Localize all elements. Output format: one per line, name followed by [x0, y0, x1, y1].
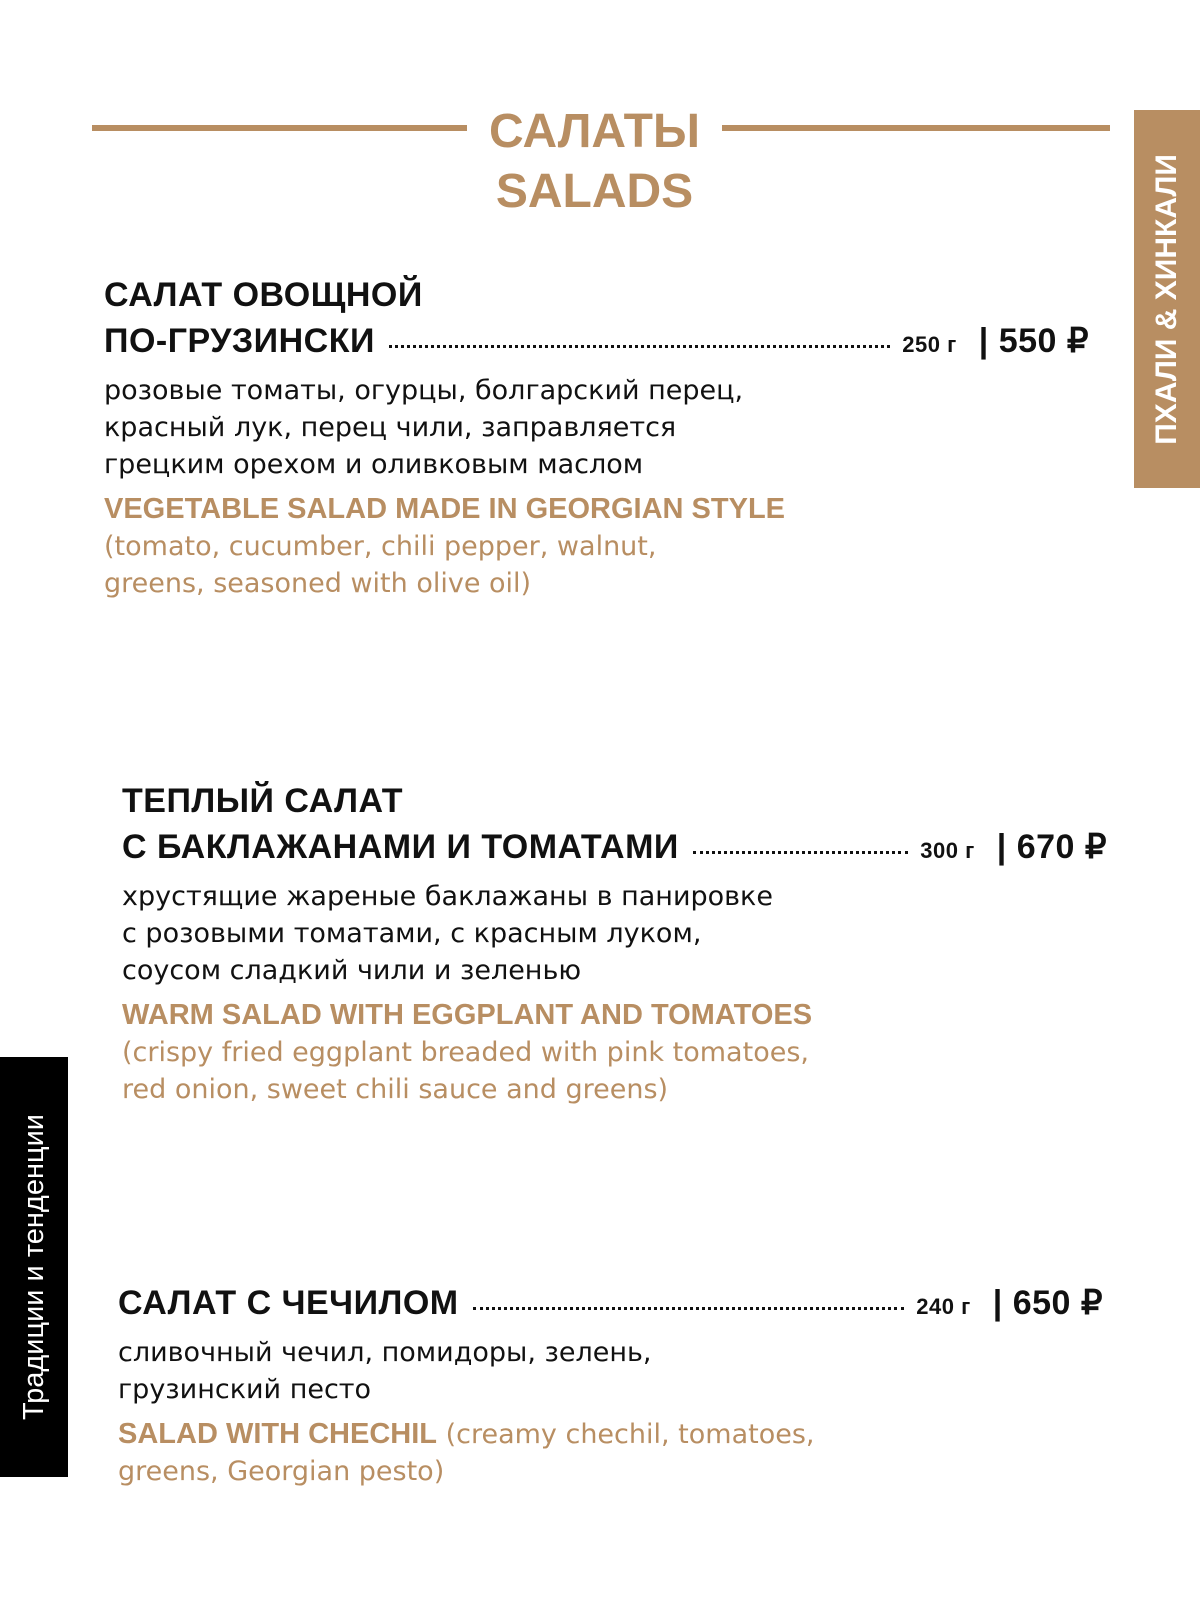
- section-title-en: SALADS: [495, 165, 694, 218]
- item-description-en: [118, 1416, 1103, 1490]
- item-title-row: [104, 318, 1089, 368]
- item-title-line1: ТЕПЛЫЙ САЛАТ: [122, 782, 404, 820]
- menu-item: [118, 1280, 1103, 1490]
- item-description-en: [122, 1034, 1107, 1108]
- item-weight: 250 г: [902, 332, 957, 357]
- description-en-line: (tomato, cucumber, chili pepper, walnut,: [104, 531, 657, 562]
- description-en-line: greens, Georgian pesto): [118, 1456, 445, 1487]
- brand-label: Традиции и тенденции: [17, 1114, 50, 1420]
- item-title-line2: С БАКЛАЖАНАМИ И ТОМАТАМИ: [122, 828, 679, 866]
- description-line: сливочный чечил, помидоры, зелень,: [118, 1337, 652, 1368]
- description-line: соусом сладкий чили и зеленью: [122, 955, 582, 986]
- category-tab[interactable]: [1134, 110, 1200, 488]
- header-rule-right: [722, 125, 1110, 131]
- item-description: [122, 878, 1107, 989]
- dot-leader: [473, 1307, 905, 1310]
- item-title-line1: САЛАТ С ЧЕЧИЛОМ: [118, 1284, 459, 1322]
- description-line: розовые томаты, огурцы, болгарский перец,: [104, 375, 744, 406]
- item-title-en: SALAD WITH CHECHIL: [118, 1418, 437, 1450]
- item-description: [104, 372, 1089, 483]
- item-price: | 550 ₽: [978, 322, 1089, 360]
- item-weight: 300 г: [920, 838, 975, 863]
- item-title-row: [118, 1280, 1103, 1330]
- description-en-line: greens, seasoned with olive oil): [104, 568, 532, 599]
- description-en-line: red onion, sweet chili sauce and greens): [122, 1074, 669, 1105]
- item-price: | 650 ₽: [992, 1284, 1103, 1322]
- item-weight: 240 г: [916, 1294, 971, 1319]
- menu-item: [122, 778, 1107, 1108]
- menu-item: [104, 272, 1089, 602]
- header-rule-left: [92, 125, 467, 131]
- description-line: хрустящие жареные баклажаны в панировке: [122, 881, 773, 912]
- item-title-en: VEGETABLE SALAD MADE IN GEORGIAN STYLE: [104, 493, 786, 525]
- item-description: [118, 1334, 1103, 1408]
- item-price: | 670 ₽: [996, 828, 1107, 866]
- item-title-line2: ПО-ГРУЗИНСКИ: [104, 322, 375, 360]
- item-title-row: [122, 824, 1107, 874]
- description-line: грузинский песто: [118, 1374, 372, 1405]
- section-title-ru: САЛАТЫ: [489, 105, 700, 158]
- description-en-line: (crispy fried eggplant breaded with pink tomatoes,: [122, 1037, 809, 1068]
- description-en-line: (creamy chechil, tomatoes,: [436, 1419, 815, 1450]
- dot-leader: [389, 345, 890, 348]
- description-line: с розовыми томатами, с красным луком,: [122, 918, 702, 949]
- dot-leader: [693, 851, 908, 854]
- description-line: грецким орехом и оливковым маслом: [104, 449, 644, 480]
- item-description-en: [104, 528, 1089, 602]
- brand-strip: [0, 1057, 68, 1477]
- item-title-line1: САЛАТ ОВОЩНОЙ: [104, 276, 423, 314]
- description-line: красный лук, перец чили, заправляется: [104, 412, 677, 443]
- category-tab-label: ПХАЛИ & ХИНКАЛИ: [1150, 153, 1183, 445]
- item-title-en: WARM SALAD WITH EGGPLANT AND TOMATOES: [122, 999, 813, 1031]
